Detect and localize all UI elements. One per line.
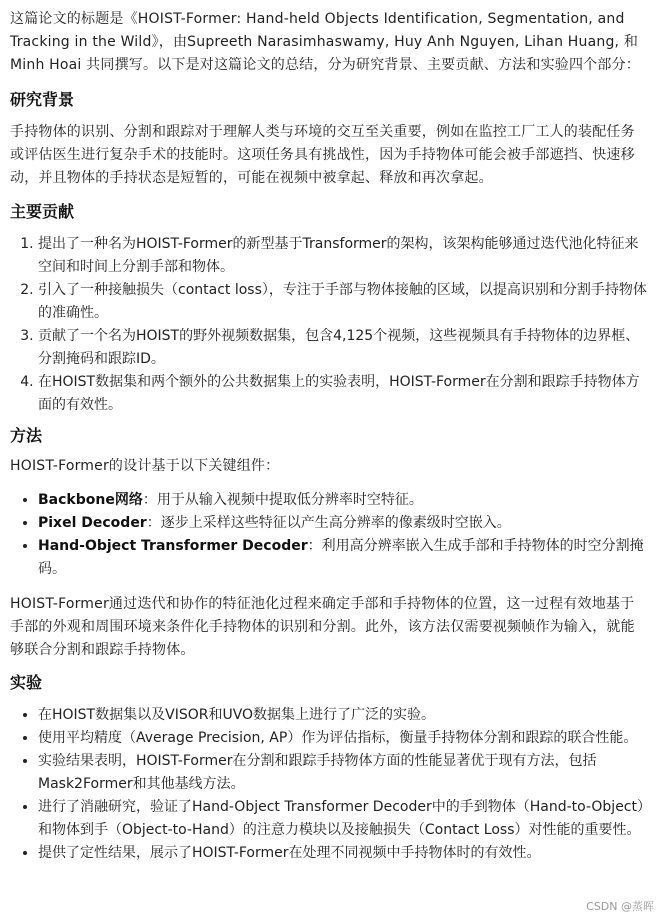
list-item: 4. 在HOIST数据集和两个额外的公共数据集上的实验表明，HOIST-Former在分割和跟踪手持物体方面的有效性。	[38, 371, 648, 417]
section-heading-contributions: 主要贡献	[10, 202, 75, 221]
component-label: Backbone网络	[38, 492, 143, 508]
watermark: CSDN @蒸晖	[586, 900, 654, 913]
section-heading-method: 方法	[10, 426, 43, 445]
background-paragraph: 手持物体的识别、分割和跟踪对于理解人类与环境的交互至关重要，例如在监控工厂工人的装配任务或评估医生进行复杂手术的技能时。这项任务具有挑战性，因为手持物体可能会被手部遮挡、快速移动，并且物体的手持状态是短暂的，可能在视频中被拿起、释放和再次拿起。	[10, 124, 635, 186]
method-components-list	[10, 489, 648, 581]
method-paragraph: HOIST-Former通过迭代和协作的特征池化过程来确定手部和手持物体的位置，这一过程有效地基于手部的外观和周围环境来条件化手持物体的识别和分割。此外，该方法仅需要视频帧作为输入，就能够联合分割和跟踪手持物体。	[10, 596, 635, 658]
component-text: ：逐步上采样这些特征以产生高分辨率的像素级时空嵌入。	[146, 515, 511, 531]
component-text: ：利用高分辨率嵌入生成手部和手持物体的时空分割掩码。	[38, 538, 644, 577]
component-text: ：用于从输入视频中提取低分辨率时空特征。	[142, 492, 423, 508]
list-item: 2. 引入了一种接触损失（contact loss），专注于手部与物体接触的区域，以提高识别和分割手持物体的准确性。	[38, 279, 648, 325]
list-item: • 使用平均精度（Average Precision, AP）作为评估指标，衡量手持物体分割和跟踪的联合性能。	[38, 727, 648, 750]
list-item: • 提供了定性结果，展示了HOIST-Former在处理不同视频中手持物体时的有效性。	[38, 842, 648, 865]
list-item: 1. 提出了一种名为HOIST-Former的新型基于Transformer的架构，该架构能够通过迭代池化特征来空间和时间上分割手部和物体。	[38, 233, 648, 279]
list-item: 3. 贡献了一个名为HOIST的野外视频数据集，包含4,125个视频，这些视频具有手持物体的边界框、分割掩码和跟踪ID。	[38, 325, 648, 371]
list-item	[38, 512, 648, 535]
list-item	[38, 535, 648, 581]
list-item: • 实验结果表明，HOIST-Former在分割和跟踪手持物体方面的性能显著优于现有方法，包括Mask2Former和其他基线方法。	[38, 750, 648, 796]
intro-paragraph: 这篇论文的标题是《HOIST-Former: Hand-held Objects Identification, Segmentation, and Tracking in the Wild》，由Supreeth Narasimhaswamy, Huy Anh Nguyen, Lihan Huang, 和 Minh Hoai 共同撰写。以下是对这篇论文的总结，分为研究背景、主要贡献、方法和实验四个部分：	[10, 11, 640, 73]
section-heading-experiments: 实验	[10, 673, 43, 692]
experiments-list	[10, 704, 648, 865]
list-item: • 在HOIST数据集以及VISOR和UVO数据集上进行了广泛的实验。	[38, 704, 648, 727]
section-heading-background: 研究背景	[10, 90, 75, 109]
list-item: • 进行了消融研究，验证了Hand-Object Transformer Decoder中的手到物体（Hand-to-Object）和物体到手（Object-to-Hand）的注意力模块以及接触损失（Contact Loss）对性能的重要性。	[38, 796, 648, 842]
list-item	[38, 489, 648, 512]
component-label: Hand-Object Transformer Decoder	[38, 538, 308, 554]
contributions-list	[10, 233, 648, 417]
component-label: Pixel Decoder	[38, 515, 147, 531]
method-intro: HOIST-Former的设计基于以下关键组件：	[10, 458, 280, 474]
